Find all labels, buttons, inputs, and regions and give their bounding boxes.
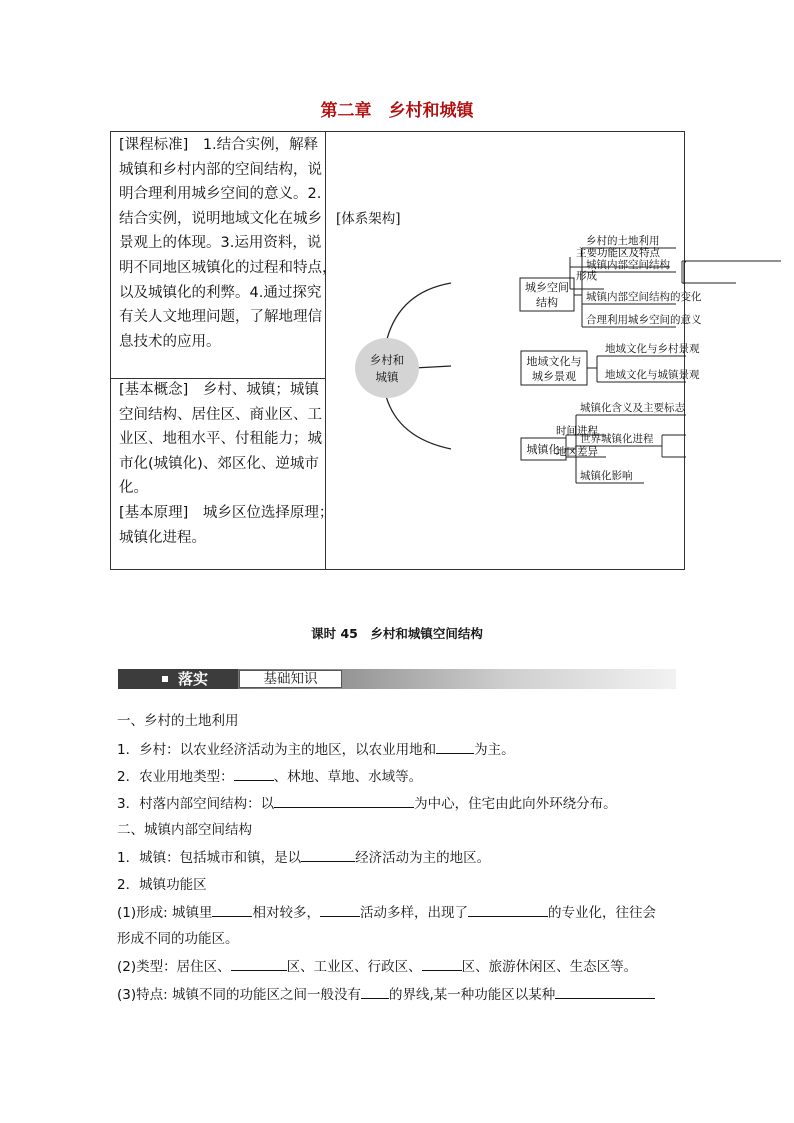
leaf-label: 时间进程	[556, 425, 598, 437]
leaf-label: 乡村的土地利用	[586, 235, 660, 247]
leaf-label: 城镇化影响	[580, 470, 633, 482]
root-node	[355, 338, 419, 398]
content-line: (3)特点: 城镇不同的功能区之间一般没有 的界线,某一种功能区以某种	[117, 984, 655, 1005]
standard-line: 明不同地区城镇化的过程和特点，	[119, 259, 337, 276]
concept-line: 市化(城镇化)、郊区化、逆城市	[119, 455, 319, 472]
standard-line: 景观上的体现。3.运用资料，说	[119, 235, 322, 252]
concept-line: 空间结构、居住区、商业区、工	[119, 406, 322, 423]
fill-blank[interactable]	[234, 766, 274, 781]
leaf-label: 世界城镇化进程	[580, 433, 654, 445]
branch-label: 结构	[536, 296, 558, 309]
concept-line: 业区、地租水平、付租能力；城	[119, 431, 322, 448]
fill-blank[interactable]	[436, 739, 474, 754]
leaf-label: 合理利用城乡空间的意义	[586, 314, 702, 326]
section-heading: 二、城镇内部空间结构	[117, 822, 252, 838]
branch-label: 城镇化	[526, 443, 560, 456]
content-line: 2．农业用地类型： 、林地、草地、水域等。	[117, 766, 422, 787]
leaf-label: 城镇内部空间结构	[586, 259, 670, 271]
curriculum-standard-text	[119, 133, 337, 354]
standard-line: 明合理利用城乡空间的意义。2.	[119, 186, 322, 203]
fill-blank[interactable]	[301, 847, 355, 862]
standard-line: 息技术的应用。	[119, 333, 221, 350]
principle-line: [基本原理] 城乡区位选择原理；	[119, 504, 334, 521]
chapter-title: 第二章 乡村和城镇	[320, 101, 474, 121]
leaf-label: 地域文化与乡村景观	[605, 343, 700, 355]
standard-line: 城镇和乡村内部的空间结构，说	[119, 161, 322, 178]
fill-blank[interactable]	[468, 902, 548, 917]
standard-line: [课程标准] 1.结合实例，解释	[119, 137, 319, 153]
content-line: (2)类型：居住区、 区、工业区、行政区、 区、旅游休闲区、生态区等。	[117, 956, 637, 977]
content-line: 1．城镇：包括城市和镇，是以 经济活动为主的地区。	[117, 847, 490, 868]
concept-line: [基本概念] 乡村、城镇；城镇	[119, 382, 319, 398]
principle-line: 城镇化进程。	[119, 529, 206, 546]
branch-label: 地域文化与	[526, 355, 582, 368]
basic-concepts-text	[119, 378, 333, 550]
branch-label: 城乡空间	[525, 281, 569, 294]
banner-subtab-label: 基础知识	[239, 670, 342, 688]
leaf-label: 城镇内部空间结构的变化	[586, 291, 702, 303]
root-label: 城镇	[375, 370, 399, 384]
fill-blank[interactable]	[422, 956, 462, 971]
fill-blank[interactable]	[320, 902, 360, 917]
leaf-label: 地域文化与城镇景观	[605, 369, 700, 381]
root-label: 乡村和	[369, 353, 405, 367]
concept-line: 化。	[119, 480, 148, 497]
section-banner	[118, 669, 676, 689]
fill-blank[interactable]	[555, 984, 655, 999]
branch-label: 城乡景观	[532, 370, 576, 383]
mindmap-heading: [体系架构]	[336, 211, 401, 227]
standard-line: 以及城镇化的利弊。4.通过探究	[119, 284, 322, 301]
content-line: 形成不同的功能区。	[117, 931, 239, 947]
leaf-label: 城镇化含义及主要标志	[580, 402, 685, 414]
banner-tab-label: 落实	[178, 670, 209, 688]
content-line: 1．乡村：以农业经济活动为主的地区，以农业用地和 为主。	[117, 739, 515, 760]
connector-branch3	[386, 396, 451, 449]
fill-blank[interactable]	[212, 902, 252, 917]
leaf-label: 地区差异	[556, 446, 598, 458]
connector-branch2	[414, 366, 451, 368]
connector-branch1	[387, 283, 451, 339]
leaf-label: 主要功能区及特点	[576, 247, 660, 259]
square-bullet-icon	[162, 676, 168, 682]
content-line: (1)形成: 城镇里 相对较多， 活动多样，出现了 的专业化，往往会	[117, 902, 656, 923]
content-subheading: 2．城镇功能区	[117, 877, 207, 893]
section-heading: 一、乡村的土地利用	[117, 713, 239, 729]
fill-blank[interactable]	[231, 956, 287, 971]
standard-line: 有关人文地理问题，了解地理信	[119, 309, 322, 326]
standard-line: 结合实例，说明地域文化在城乡	[119, 210, 322, 227]
mindmap-sub-branches	[556, 240, 680, 470]
leaf-label: 形成	[576, 270, 597, 282]
fill-blank[interactable]	[361, 984, 389, 999]
fill-blank[interactable]	[274, 793, 414, 808]
lesson-title: 课时 45 乡村和城镇空间结构	[311, 626, 483, 641]
content-line: 3．村落内部空间结构：以 为中心，住宅由此向外环绕分布。	[117, 793, 617, 814]
